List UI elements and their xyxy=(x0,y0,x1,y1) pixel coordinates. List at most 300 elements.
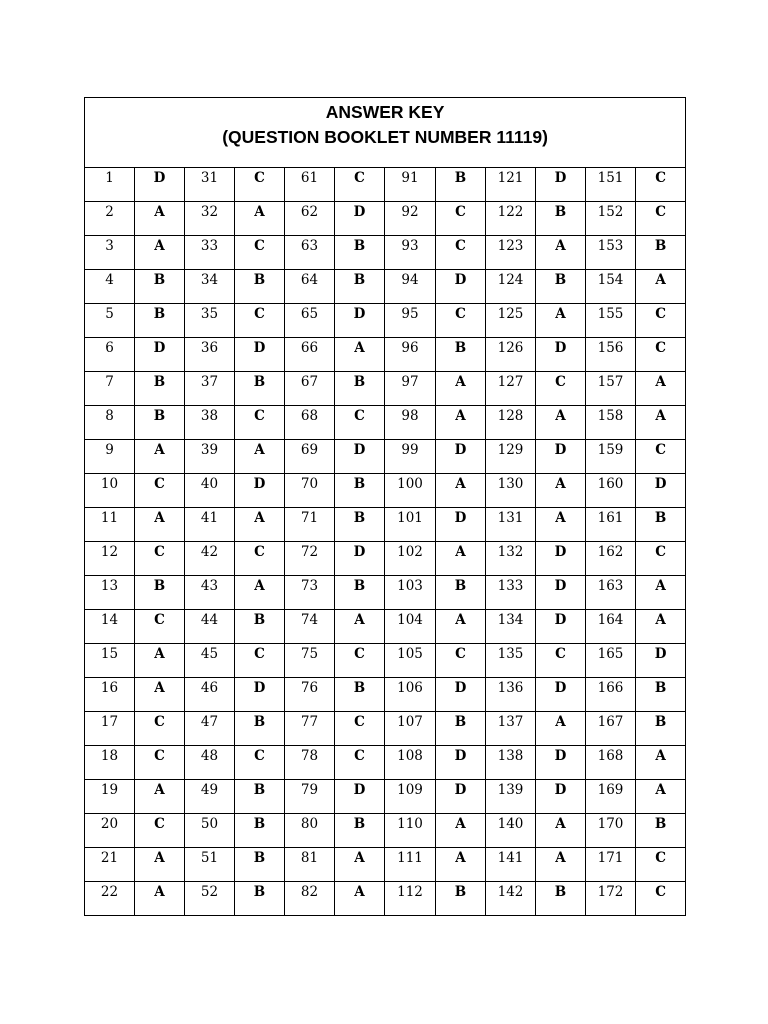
question-number-cell xyxy=(486,814,536,848)
answer-cell xyxy=(235,338,285,372)
table-row xyxy=(85,304,686,338)
question-number-cell xyxy=(586,168,636,202)
question-number: 73 xyxy=(300,578,319,594)
question-number: 171 xyxy=(597,850,624,866)
answer-letter: D xyxy=(654,476,667,492)
answer-letter: D xyxy=(554,612,567,628)
question-number-cell xyxy=(486,848,536,882)
question-number: 142 xyxy=(497,884,524,900)
answer-letter: A xyxy=(455,374,466,390)
question-number: 81 xyxy=(300,850,319,866)
question-number-cell xyxy=(385,270,436,304)
answer-letter: B xyxy=(454,714,467,730)
answer-cell xyxy=(536,780,586,814)
question-number: 61 xyxy=(300,170,319,186)
answer-letter: C xyxy=(254,408,265,424)
question-number-cell xyxy=(285,780,335,814)
question-number-cell xyxy=(586,440,636,474)
question-number-cell xyxy=(185,440,235,474)
question-number-cell xyxy=(185,168,235,202)
question-number-cell xyxy=(85,440,135,474)
answer-cell xyxy=(135,712,185,746)
question-number: 66 xyxy=(300,340,319,356)
answer-letter: A xyxy=(555,476,566,492)
answer-cell xyxy=(436,338,486,372)
question-number: 39 xyxy=(200,442,219,458)
question-number: 4 xyxy=(105,272,114,288)
question-number-cell xyxy=(285,236,335,270)
answer-cell xyxy=(436,304,486,338)
answer-letter: D xyxy=(654,646,667,662)
answer-letter: C xyxy=(655,442,666,458)
question-number: 31 xyxy=(200,170,219,186)
answer-letter: A xyxy=(555,714,566,730)
answer-cell xyxy=(135,746,185,780)
question-number: 12 xyxy=(100,544,119,560)
question-number-cell xyxy=(185,712,235,746)
question-number-cell xyxy=(185,474,235,508)
answer-letter: D xyxy=(554,782,567,798)
answer-cell xyxy=(436,848,486,882)
question-number: 21 xyxy=(100,850,119,866)
answer-cell xyxy=(235,610,285,644)
table-row xyxy=(85,678,686,712)
answer-letter: D xyxy=(554,170,567,186)
question-number: 75 xyxy=(300,646,319,662)
answer-letter: C xyxy=(154,612,165,628)
question-number: 44 xyxy=(200,612,219,628)
answer-cell xyxy=(135,338,185,372)
question-number-cell xyxy=(185,338,235,372)
question-number-cell xyxy=(486,882,536,916)
question-number: 95 xyxy=(401,306,419,322)
answer-letter: D xyxy=(353,782,366,798)
answer-cell xyxy=(235,372,285,406)
answer-letter: C xyxy=(354,170,365,186)
answer-cell xyxy=(636,814,686,848)
question-number: 155 xyxy=(597,306,624,322)
answer-letter: B xyxy=(554,272,567,288)
question-number-cell xyxy=(85,508,135,542)
question-number-cell xyxy=(85,304,135,338)
table-row xyxy=(85,236,686,270)
question-number-cell xyxy=(385,848,436,882)
answer-cell xyxy=(335,610,385,644)
question-number: 76 xyxy=(300,680,319,696)
question-number-cell xyxy=(285,474,335,508)
question-number: 123 xyxy=(497,238,524,254)
answer-cell xyxy=(335,712,385,746)
answer-cell xyxy=(636,610,686,644)
answer-letter: A xyxy=(455,544,466,560)
answer-letter: A xyxy=(455,850,466,866)
answer-cell xyxy=(135,882,185,916)
answer-cell xyxy=(536,406,586,440)
answer-cell xyxy=(536,814,586,848)
question-number-cell xyxy=(285,610,335,644)
question-number: 140 xyxy=(497,816,524,832)
question-number: 122 xyxy=(497,204,524,220)
question-number: 103 xyxy=(397,578,423,594)
question-number: 124 xyxy=(497,272,524,288)
question-number: 166 xyxy=(597,680,624,696)
question-number: 9 xyxy=(105,442,114,458)
answer-letter: B xyxy=(253,782,266,798)
answer-cell xyxy=(135,644,185,678)
answer-cell xyxy=(636,236,686,270)
question-number: 107 xyxy=(397,714,423,730)
answer-cell xyxy=(436,270,486,304)
question-number: 133 xyxy=(497,578,524,594)
answer-cell xyxy=(436,678,486,712)
question-number-cell xyxy=(85,610,135,644)
answer-cell xyxy=(436,508,486,542)
question-number: 102 xyxy=(397,544,423,560)
answer-cell xyxy=(135,610,185,644)
answer-cell xyxy=(636,746,686,780)
answer-cell xyxy=(436,746,486,780)
question-number-cell xyxy=(486,576,536,610)
question-number-cell xyxy=(85,406,135,440)
question-number-cell xyxy=(385,168,436,202)
answer-letter: A xyxy=(154,204,165,220)
question-number-cell xyxy=(486,610,536,644)
answer-letter: B xyxy=(153,272,166,288)
answer-letter: C xyxy=(254,646,265,662)
table-row xyxy=(85,202,686,236)
question-number: 158 xyxy=(597,408,624,424)
question-number-cell xyxy=(85,882,135,916)
answer-cell xyxy=(135,780,185,814)
question-number-cell xyxy=(486,270,536,304)
table-row xyxy=(85,338,686,372)
question-number: 94 xyxy=(401,272,419,288)
question-number: 72 xyxy=(300,544,319,560)
question-number: 36 xyxy=(200,340,219,356)
answer-letter: C xyxy=(655,544,666,560)
question-number: 6 xyxy=(105,340,114,356)
answer-cell xyxy=(335,202,385,236)
question-number: 3 xyxy=(105,238,114,254)
question-number-cell xyxy=(385,304,436,338)
answer-cell xyxy=(335,780,385,814)
answer-cell xyxy=(636,882,686,916)
question-number-cell xyxy=(586,372,636,406)
answer-cell xyxy=(235,576,285,610)
question-number-cell xyxy=(85,678,135,712)
answer-cell xyxy=(335,542,385,576)
answer-letter: A xyxy=(655,782,666,798)
question-number-cell xyxy=(385,780,436,814)
question-number-cell xyxy=(586,780,636,814)
answer-letter: C xyxy=(154,544,165,560)
answer-cell xyxy=(636,712,686,746)
question-number-cell xyxy=(185,508,235,542)
answer-letter: A xyxy=(354,340,365,356)
question-number: 82 xyxy=(300,884,319,900)
question-number: 109 xyxy=(397,782,423,798)
answer-letter: B xyxy=(253,816,266,832)
answer-letter: C xyxy=(354,646,365,662)
question-number-cell xyxy=(586,746,636,780)
question-number: 40 xyxy=(200,476,219,492)
answer-letter: A xyxy=(555,306,566,322)
answer-letter: B xyxy=(153,374,166,390)
answer-letter: B xyxy=(654,714,667,730)
answer-cell xyxy=(335,644,385,678)
question-number: 100 xyxy=(397,476,423,492)
answer-cell xyxy=(235,202,285,236)
answer-cell xyxy=(536,236,586,270)
question-number-cell xyxy=(85,202,135,236)
answer-letter: A xyxy=(354,612,365,628)
answer-cell xyxy=(436,780,486,814)
question-number: 34 xyxy=(200,272,219,288)
answer-cell xyxy=(335,474,385,508)
answer-cell xyxy=(636,202,686,236)
answer-cell xyxy=(335,882,385,916)
question-number-cell xyxy=(85,712,135,746)
question-number-cell xyxy=(285,372,335,406)
answer-cell xyxy=(436,474,486,508)
question-number: 37 xyxy=(200,374,219,390)
question-number-cell xyxy=(486,372,536,406)
answer-letter: A xyxy=(455,476,466,492)
answer-cell xyxy=(335,576,385,610)
question-number-cell xyxy=(185,610,235,644)
answer-letter: D xyxy=(153,170,166,186)
table-row xyxy=(85,372,686,406)
question-number-cell xyxy=(385,372,436,406)
answer-letter: A xyxy=(254,204,265,220)
answer-key-sheet xyxy=(84,97,685,916)
answer-cell xyxy=(536,678,586,712)
answer-letter: D xyxy=(554,340,567,356)
question-number: 91 xyxy=(401,170,419,186)
question-number: 153 xyxy=(597,238,624,254)
answer-key-table xyxy=(84,97,686,916)
answer-letter: A xyxy=(154,884,165,900)
answer-cell xyxy=(436,814,486,848)
question-number: 63 xyxy=(300,238,319,254)
question-number: 161 xyxy=(597,510,624,526)
answer-letter: C xyxy=(254,748,265,764)
answer-letter: D xyxy=(454,272,467,288)
answer-cell xyxy=(436,202,486,236)
answer-cell xyxy=(536,882,586,916)
question-number: 10 xyxy=(100,476,119,492)
question-number: 97 xyxy=(401,374,419,390)
answer-letter: D xyxy=(353,442,366,458)
answer-letter: D xyxy=(454,510,467,526)
answer-letter: C xyxy=(354,714,365,730)
question-number-cell xyxy=(85,780,135,814)
table-row xyxy=(85,508,686,542)
question-number-cell xyxy=(185,848,235,882)
answer-cell xyxy=(135,474,185,508)
answer-cell xyxy=(436,236,486,270)
answer-letter: D xyxy=(554,544,567,560)
answer-cell xyxy=(636,644,686,678)
question-number: 169 xyxy=(597,782,624,798)
answer-letter: A xyxy=(154,442,165,458)
question-number: 1 xyxy=(105,170,114,186)
answer-letter: A xyxy=(154,646,165,662)
table-row xyxy=(85,474,686,508)
question-number-cell xyxy=(385,508,436,542)
answer-letter: C xyxy=(455,646,466,662)
question-number: 98 xyxy=(401,408,419,424)
question-number: 99 xyxy=(401,442,419,458)
answer-letter: B xyxy=(253,884,266,900)
answer-letter: C xyxy=(655,884,666,900)
question-number: 33 xyxy=(200,238,219,254)
question-number: 101 xyxy=(397,510,423,526)
question-number-cell xyxy=(85,168,135,202)
answer-letter: A xyxy=(154,680,165,696)
answer-cell xyxy=(636,338,686,372)
answer-letter: A xyxy=(254,578,265,594)
question-number: 45 xyxy=(200,646,219,662)
answer-letter: D xyxy=(454,442,467,458)
question-number: 111 xyxy=(397,850,423,866)
question-number-cell xyxy=(586,508,636,542)
question-number-cell xyxy=(586,474,636,508)
answer-cell xyxy=(335,848,385,882)
answer-letter: A xyxy=(655,612,666,628)
question-number-cell xyxy=(285,270,335,304)
answer-letter: C xyxy=(354,408,365,424)
answer-letter: B xyxy=(353,272,366,288)
question-number: 51 xyxy=(200,850,219,866)
answer-cell xyxy=(636,168,686,202)
table-row xyxy=(85,168,686,202)
answer-cell xyxy=(235,406,285,440)
question-number: 71 xyxy=(300,510,319,526)
question-number: 38 xyxy=(200,408,219,424)
question-number-cell xyxy=(586,270,636,304)
answer-letter: A xyxy=(154,782,165,798)
answer-cell xyxy=(335,236,385,270)
question-number-cell xyxy=(285,168,335,202)
answer-cell xyxy=(536,542,586,576)
question-number-cell xyxy=(385,576,436,610)
answer-letter: D xyxy=(554,748,567,764)
question-number-cell xyxy=(586,644,636,678)
question-number-cell xyxy=(85,542,135,576)
question-number: 137 xyxy=(497,714,524,730)
answer-letter: D xyxy=(153,340,166,356)
question-number-cell xyxy=(385,542,436,576)
answer-letter: A xyxy=(154,238,165,254)
question-number-cell xyxy=(285,746,335,780)
answer-letter: B xyxy=(654,680,667,696)
question-number: 62 xyxy=(300,204,319,220)
answer-letter: D xyxy=(554,680,567,696)
question-number: 96 xyxy=(401,340,419,356)
table-row xyxy=(85,542,686,576)
answer-cell xyxy=(636,678,686,712)
answer-letter: C xyxy=(555,646,566,662)
answer-letter: A xyxy=(555,408,566,424)
answer-cell xyxy=(135,678,185,712)
question-number-cell xyxy=(85,372,135,406)
question-number-cell xyxy=(185,882,235,916)
question-number-cell xyxy=(285,406,335,440)
answer-letter: D xyxy=(353,306,366,322)
question-number: 8 xyxy=(105,408,114,424)
question-number-cell xyxy=(385,406,436,440)
question-number-cell xyxy=(586,576,636,610)
answer-cell xyxy=(135,202,185,236)
answer-cell xyxy=(235,882,285,916)
question-number-cell xyxy=(586,542,636,576)
answer-letter: C xyxy=(354,748,365,764)
table-row xyxy=(85,746,686,780)
answer-letter: C xyxy=(154,476,165,492)
question-number: 106 xyxy=(397,680,423,696)
question-number: 79 xyxy=(300,782,319,798)
question-number-cell xyxy=(185,542,235,576)
answer-cell xyxy=(235,270,285,304)
page-subtitle: (QUESTION BOOKLET NUMBER 11119) xyxy=(222,127,548,147)
question-number-cell xyxy=(486,202,536,236)
question-number-cell xyxy=(486,746,536,780)
answer-letter: A xyxy=(655,578,666,594)
answer-cell xyxy=(235,814,285,848)
answer-cell xyxy=(536,644,586,678)
question-number-cell xyxy=(285,304,335,338)
table-row xyxy=(85,780,686,814)
question-number-cell xyxy=(586,848,636,882)
answer-letter: C xyxy=(655,306,666,322)
answer-letter: C xyxy=(655,340,666,356)
question-number-cell xyxy=(185,780,235,814)
table-row xyxy=(85,270,686,304)
answer-letter: D xyxy=(253,476,266,492)
question-number: 16 xyxy=(100,680,119,696)
answer-cell xyxy=(235,712,285,746)
question-number: 32 xyxy=(200,204,219,220)
answer-cell xyxy=(636,576,686,610)
question-number-cell xyxy=(185,814,235,848)
question-number: 52 xyxy=(200,884,219,900)
question-number-cell xyxy=(586,882,636,916)
answer-cell xyxy=(536,304,586,338)
answer-cell xyxy=(636,406,686,440)
question-number-cell xyxy=(486,440,536,474)
question-number: 35 xyxy=(200,306,219,322)
answer-letter: A xyxy=(555,816,566,832)
question-number-cell xyxy=(486,644,536,678)
answer-cell xyxy=(536,746,586,780)
question-number-cell xyxy=(486,236,536,270)
question-number-cell xyxy=(586,678,636,712)
title-row xyxy=(85,98,686,168)
answer-cell xyxy=(536,848,586,882)
answer-cell xyxy=(536,372,586,406)
question-number: 18 xyxy=(100,748,119,764)
answer-letter: C xyxy=(254,544,265,560)
question-number-cell xyxy=(486,678,536,712)
answer-cell xyxy=(135,304,185,338)
answer-cell xyxy=(436,440,486,474)
answer-cell xyxy=(536,202,586,236)
answer-cell xyxy=(335,508,385,542)
question-number-cell xyxy=(285,712,335,746)
question-number-cell xyxy=(586,304,636,338)
table-row xyxy=(85,712,686,746)
